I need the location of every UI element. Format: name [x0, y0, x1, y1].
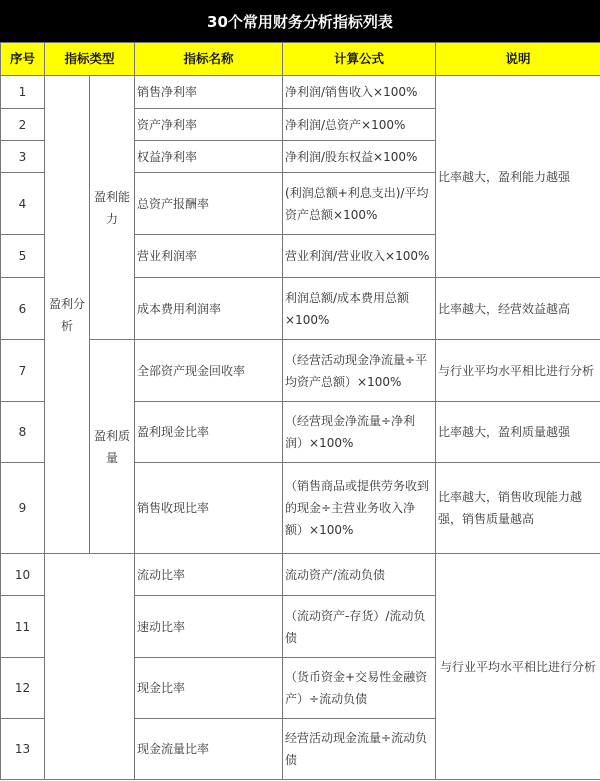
header-name: 指标名称	[135, 43, 283, 76]
indicator-note: 比率越大，销售收现能力越强，销售质量越高	[436, 463, 600, 554]
indicator-formula: （经营活动现金净流量÷平均资产总额）×100%	[283, 340, 436, 402]
indicator-name: 全部资产现金回收率	[135, 340, 283, 402]
row-no: 5	[1, 235, 45, 278]
indicator-name: 现金比率	[135, 658, 283, 719]
indicator-formula: （经营现金净流量÷净利润）×100%	[283, 402, 436, 463]
header-type: 指标类型	[45, 43, 135, 76]
group-profitability: 盈利能力	[90, 76, 135, 340]
group-profit-analysis: 盈利分析	[45, 76, 90, 554]
indicator-note: 与行业平均水平相比进行分析	[436, 340, 600, 402]
indicator-formula: 净利润/总资产×100%	[283, 109, 436, 141]
row-no: 1	[1, 76, 45, 109]
header-no: 序号	[1, 43, 45, 76]
row-no: 2	[1, 109, 45, 141]
row-no: 3	[1, 141, 45, 173]
indicator-formula: （销售商品或提供劳务收到的现金÷主营业务收入净额）×100%	[283, 463, 436, 554]
row-no: 7	[1, 340, 45, 402]
indicator-formula: 经营活动现金流量÷流动负债	[283, 719, 436, 780]
indicator-name: 销售净利率	[135, 76, 283, 109]
indicator-name: 销售收现比率	[135, 463, 283, 554]
row-no: 13	[1, 719, 45, 780]
row-no: 10	[1, 554, 45, 596]
indicator-name: 资产净利率	[135, 109, 283, 141]
table-row	[1, 76, 600, 109]
row-no: 4	[1, 173, 45, 235]
indicator-formula: （货币资金+交易性金融资产）÷流动负债	[283, 658, 436, 719]
indicator-formula: 净利润/销售收入×100%	[283, 76, 436, 109]
indicator-formula: 净利润/股东权益×100%	[283, 141, 436, 173]
indicator-name: 现金流量比率	[135, 719, 283, 780]
indicator-name: 总资产报酬率	[135, 173, 283, 235]
indicator-formula: （流动资产-存货）/流动负债	[283, 596, 436, 658]
table-row	[1, 340, 600, 402]
indicator-name: 流动比率	[135, 554, 283, 596]
row-no: 8	[1, 402, 45, 463]
indicator-name: 营业利润率	[135, 235, 283, 278]
indicator-name: 速动比率	[135, 596, 283, 658]
indicator-formula: 流动资产/流动负债	[283, 554, 436, 596]
indicator-name: 盈利现金比率	[135, 402, 283, 463]
indicator-note: 比率越大，盈利能力越强	[436, 76, 600, 278]
row-no: 11	[1, 596, 45, 658]
header-formula: 计算公式	[283, 43, 436, 76]
header-row	[1, 43, 600, 76]
table-row	[1, 554, 600, 596]
table-title: 30个常用财务分析指标列表	[0, 0, 600, 42]
indicator-formula: 利润总额/成本费用总额×100%	[283, 278, 436, 340]
group-empty	[45, 554, 135, 780]
row-no: 6	[1, 278, 45, 340]
indicator-formula: 营业利润/营业收入×100%	[283, 235, 436, 278]
header-note: 说明	[436, 43, 600, 76]
indicator-formula: (利润总额+利息支出)/平均资产总额×100%	[283, 173, 436, 235]
indicator-note: 与行业平均水平相比进行分析	[436, 554, 600, 780]
group-profit-quality: 盈利质量	[90, 340, 135, 554]
indicator-name: 权益净利率	[135, 141, 283, 173]
indicator-note: 比率越大，经营效益越高	[436, 278, 600, 340]
indicator-name: 成本费用利润率	[135, 278, 283, 340]
row-no: 12	[1, 658, 45, 719]
indicator-note: 比率越大，盈利质量越强	[436, 402, 600, 463]
financial-indicators-table	[0, 42, 600, 780]
row-no: 9	[1, 463, 45, 554]
